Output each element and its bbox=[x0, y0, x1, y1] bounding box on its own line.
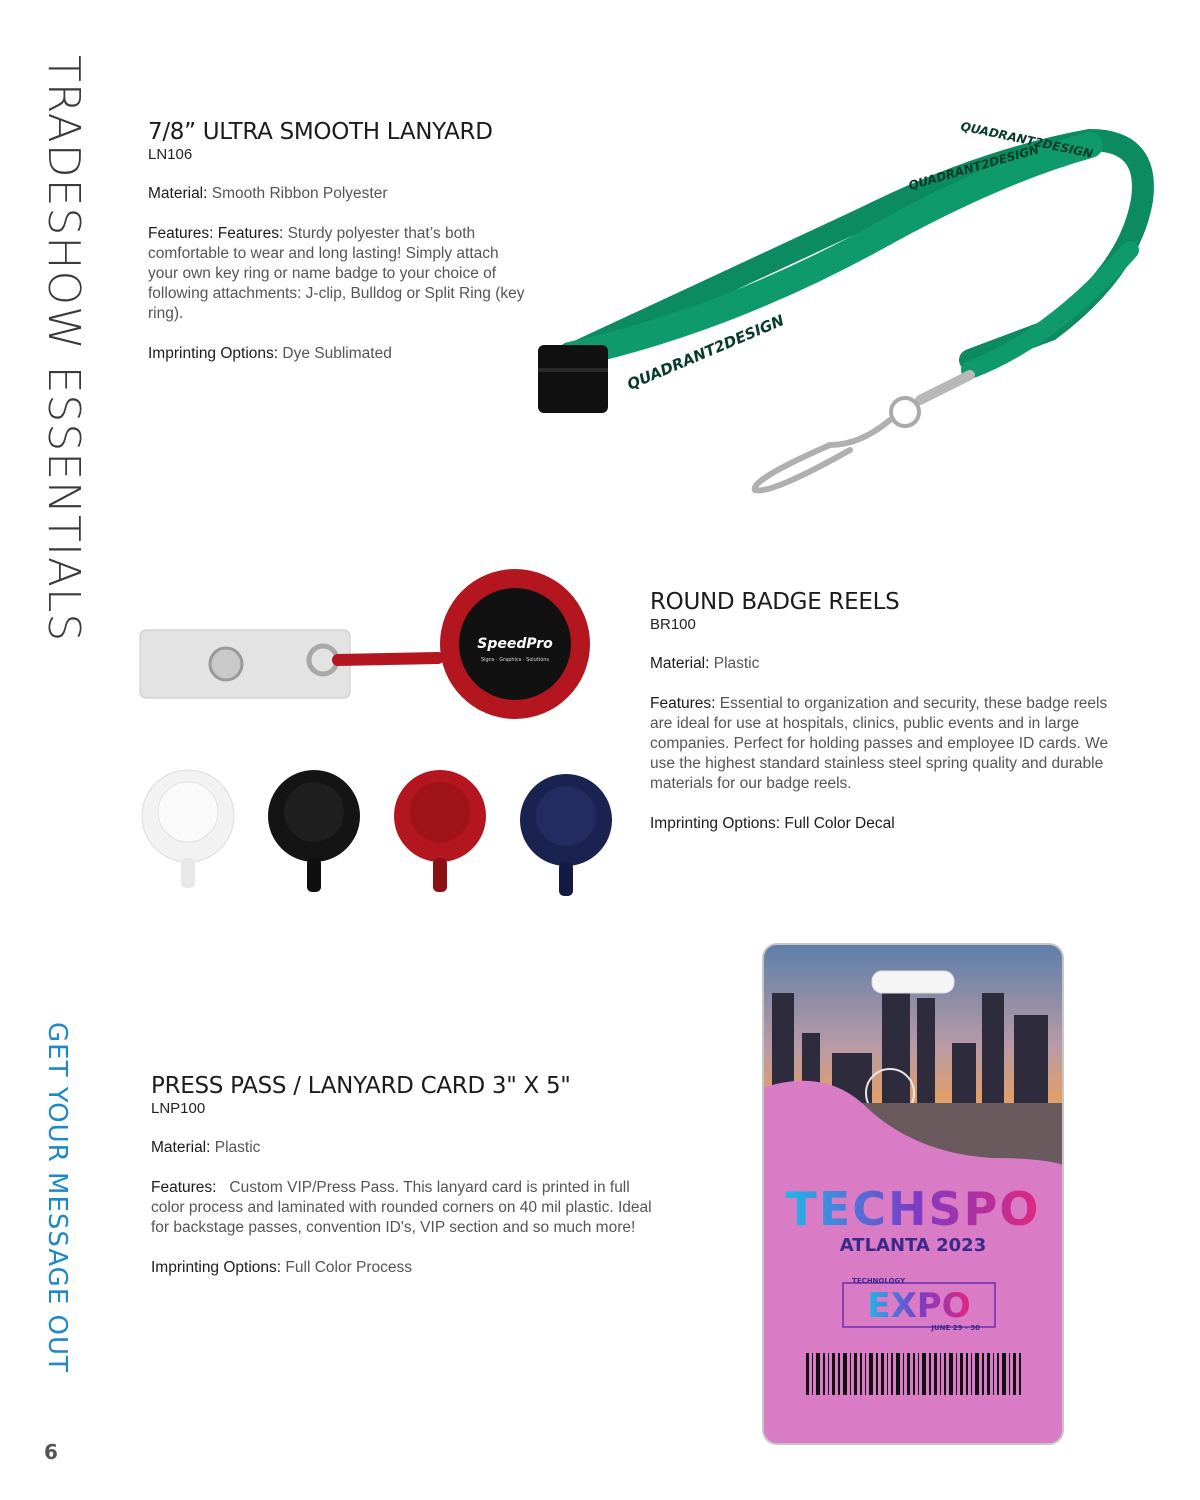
material-value: Plastic bbox=[214, 1139, 261, 1156]
reel-white-face bbox=[158, 782, 218, 842]
reel-cord bbox=[338, 658, 438, 660]
material-label: Material: bbox=[148, 185, 208, 202]
card-subtitle: ATLANTA 2023 bbox=[839, 1235, 987, 1256]
catalog-section-title: TRADESHOW ESSENTIALS bbox=[38, 55, 89, 643]
product-code: LNP100 bbox=[151, 1100, 206, 1117]
material-label: Material: bbox=[650, 655, 710, 672]
material-value: Smooth Ribbon Polyester bbox=[211, 185, 388, 202]
product-name: PRESS PASS / LANYARD CARD 3" X 5" bbox=[151, 1073, 571, 1099]
product-lanyard bbox=[148, 118, 533, 364]
features-label: Features: Features: bbox=[148, 225, 284, 242]
expo-date: JUNE 29 - 30 bbox=[931, 1324, 980, 1332]
features-value: Sturdy polyester that’s both comfortable to wear and long lasting! Simply attach your own key ring or name badge to your choice of following attachments: J-clip, Bulldog or Split Ring (key ring). bbox=[148, 225, 525, 322]
material-label: Material: bbox=[151, 1139, 211, 1156]
reel-navy-clip bbox=[559, 862, 573, 896]
product-features bbox=[148, 224, 533, 324]
reel-logo-text: SpeedPro bbox=[477, 636, 553, 652]
expo-top-label: TECHNOLOGY bbox=[852, 1277, 906, 1285]
features-label: Features: bbox=[650, 695, 716, 712]
product-code: LN106 bbox=[148, 146, 193, 163]
barcode bbox=[806, 1353, 1021, 1395]
lanyard-strap-front bbox=[570, 145, 1090, 355]
reel-red-clip bbox=[433, 858, 447, 892]
imprint-value: Full Color Decal bbox=[784, 815, 895, 832]
product-material bbox=[148, 184, 533, 204]
page-number: 6 bbox=[44, 1440, 58, 1464]
imprint-label: Imprinting Options: bbox=[148, 345, 279, 362]
reel-white-clip bbox=[181, 858, 195, 888]
features-label: Features: bbox=[151, 1179, 217, 1196]
product-press-pass bbox=[151, 1072, 661, 1278]
split-ring bbox=[891, 398, 919, 426]
features-value: Custom VIP/Press Pass. This lanyard card is printed in full color process and laminated with rounded corners on 40 mil plastic. Ideal for backstage passes, convention ID's, VIP section and so much more! bbox=[151, 1179, 652, 1236]
reel-logo-subtext: Signs · Graphics · Solutions bbox=[480, 657, 550, 663]
expo-label: EXPO bbox=[867, 1286, 971, 1326]
card-slot bbox=[872, 971, 954, 993]
product-badge-reels bbox=[650, 588, 1130, 834]
imprint-label: Imprinting Options: bbox=[650, 815, 781, 832]
snap-button bbox=[210, 648, 242, 680]
badge-reels-image bbox=[138, 568, 628, 908]
product-material bbox=[650, 654, 1130, 674]
breakaway-clasp bbox=[538, 345, 608, 413]
lanyard-print-text: QUADRANT2DESIGN bbox=[959, 119, 1095, 161]
catalog-tagline: GET YOUR MESSAGE OUT bbox=[42, 1022, 72, 1373]
reel-black-face bbox=[284, 782, 344, 842]
product-features bbox=[650, 694, 1130, 794]
card-title: TECHSPO bbox=[785, 1182, 1041, 1236]
lanyard-print-text: QUADRANT2DESIGN bbox=[906, 142, 1041, 193]
material-value: Plastic bbox=[713, 655, 760, 672]
j-hook bbox=[755, 420, 890, 491]
product-imprint bbox=[148, 344, 533, 364]
lanyard-strap-side bbox=[970, 250, 1130, 370]
reel-navy-face bbox=[536, 786, 596, 846]
product-name: ROUND BADGE REELS bbox=[650, 589, 900, 615]
press-pass-image bbox=[762, 943, 1064, 1445]
reel-red-face bbox=[410, 782, 470, 842]
imprint-value: Dye Sublimated bbox=[282, 345, 392, 362]
swivel-connector bbox=[920, 375, 970, 400]
product-features bbox=[151, 1178, 661, 1238]
features-value: Essential to organization and security, these badge reels are ideal for use at hospitals, clinics, public events and in large companies. Perfect for holding passes and employee ID cards. We use the highest standard stainless steel spring quality and durable materials for our badge reels. bbox=[650, 695, 1109, 792]
imprint-label: Imprinting Options: bbox=[151, 1259, 282, 1276]
product-imprint bbox=[650, 814, 1130, 834]
vinyl-strap bbox=[140, 630, 350, 698]
reel-black-clip bbox=[307, 858, 321, 892]
lanyard-image bbox=[530, 100, 1160, 500]
breakaway-clasp-edge bbox=[538, 368, 608, 372]
product-name: 7/8” ULTRA SMOOTH LANYARD bbox=[148, 119, 493, 145]
imprint-value: Full Color Process bbox=[285, 1259, 413, 1276]
product-imprint bbox=[151, 1258, 661, 1278]
product-code: BR100 bbox=[650, 616, 696, 633]
product-material bbox=[151, 1138, 661, 1158]
lanyard-print-text: QUADRANT2DESIGN bbox=[624, 311, 787, 394]
